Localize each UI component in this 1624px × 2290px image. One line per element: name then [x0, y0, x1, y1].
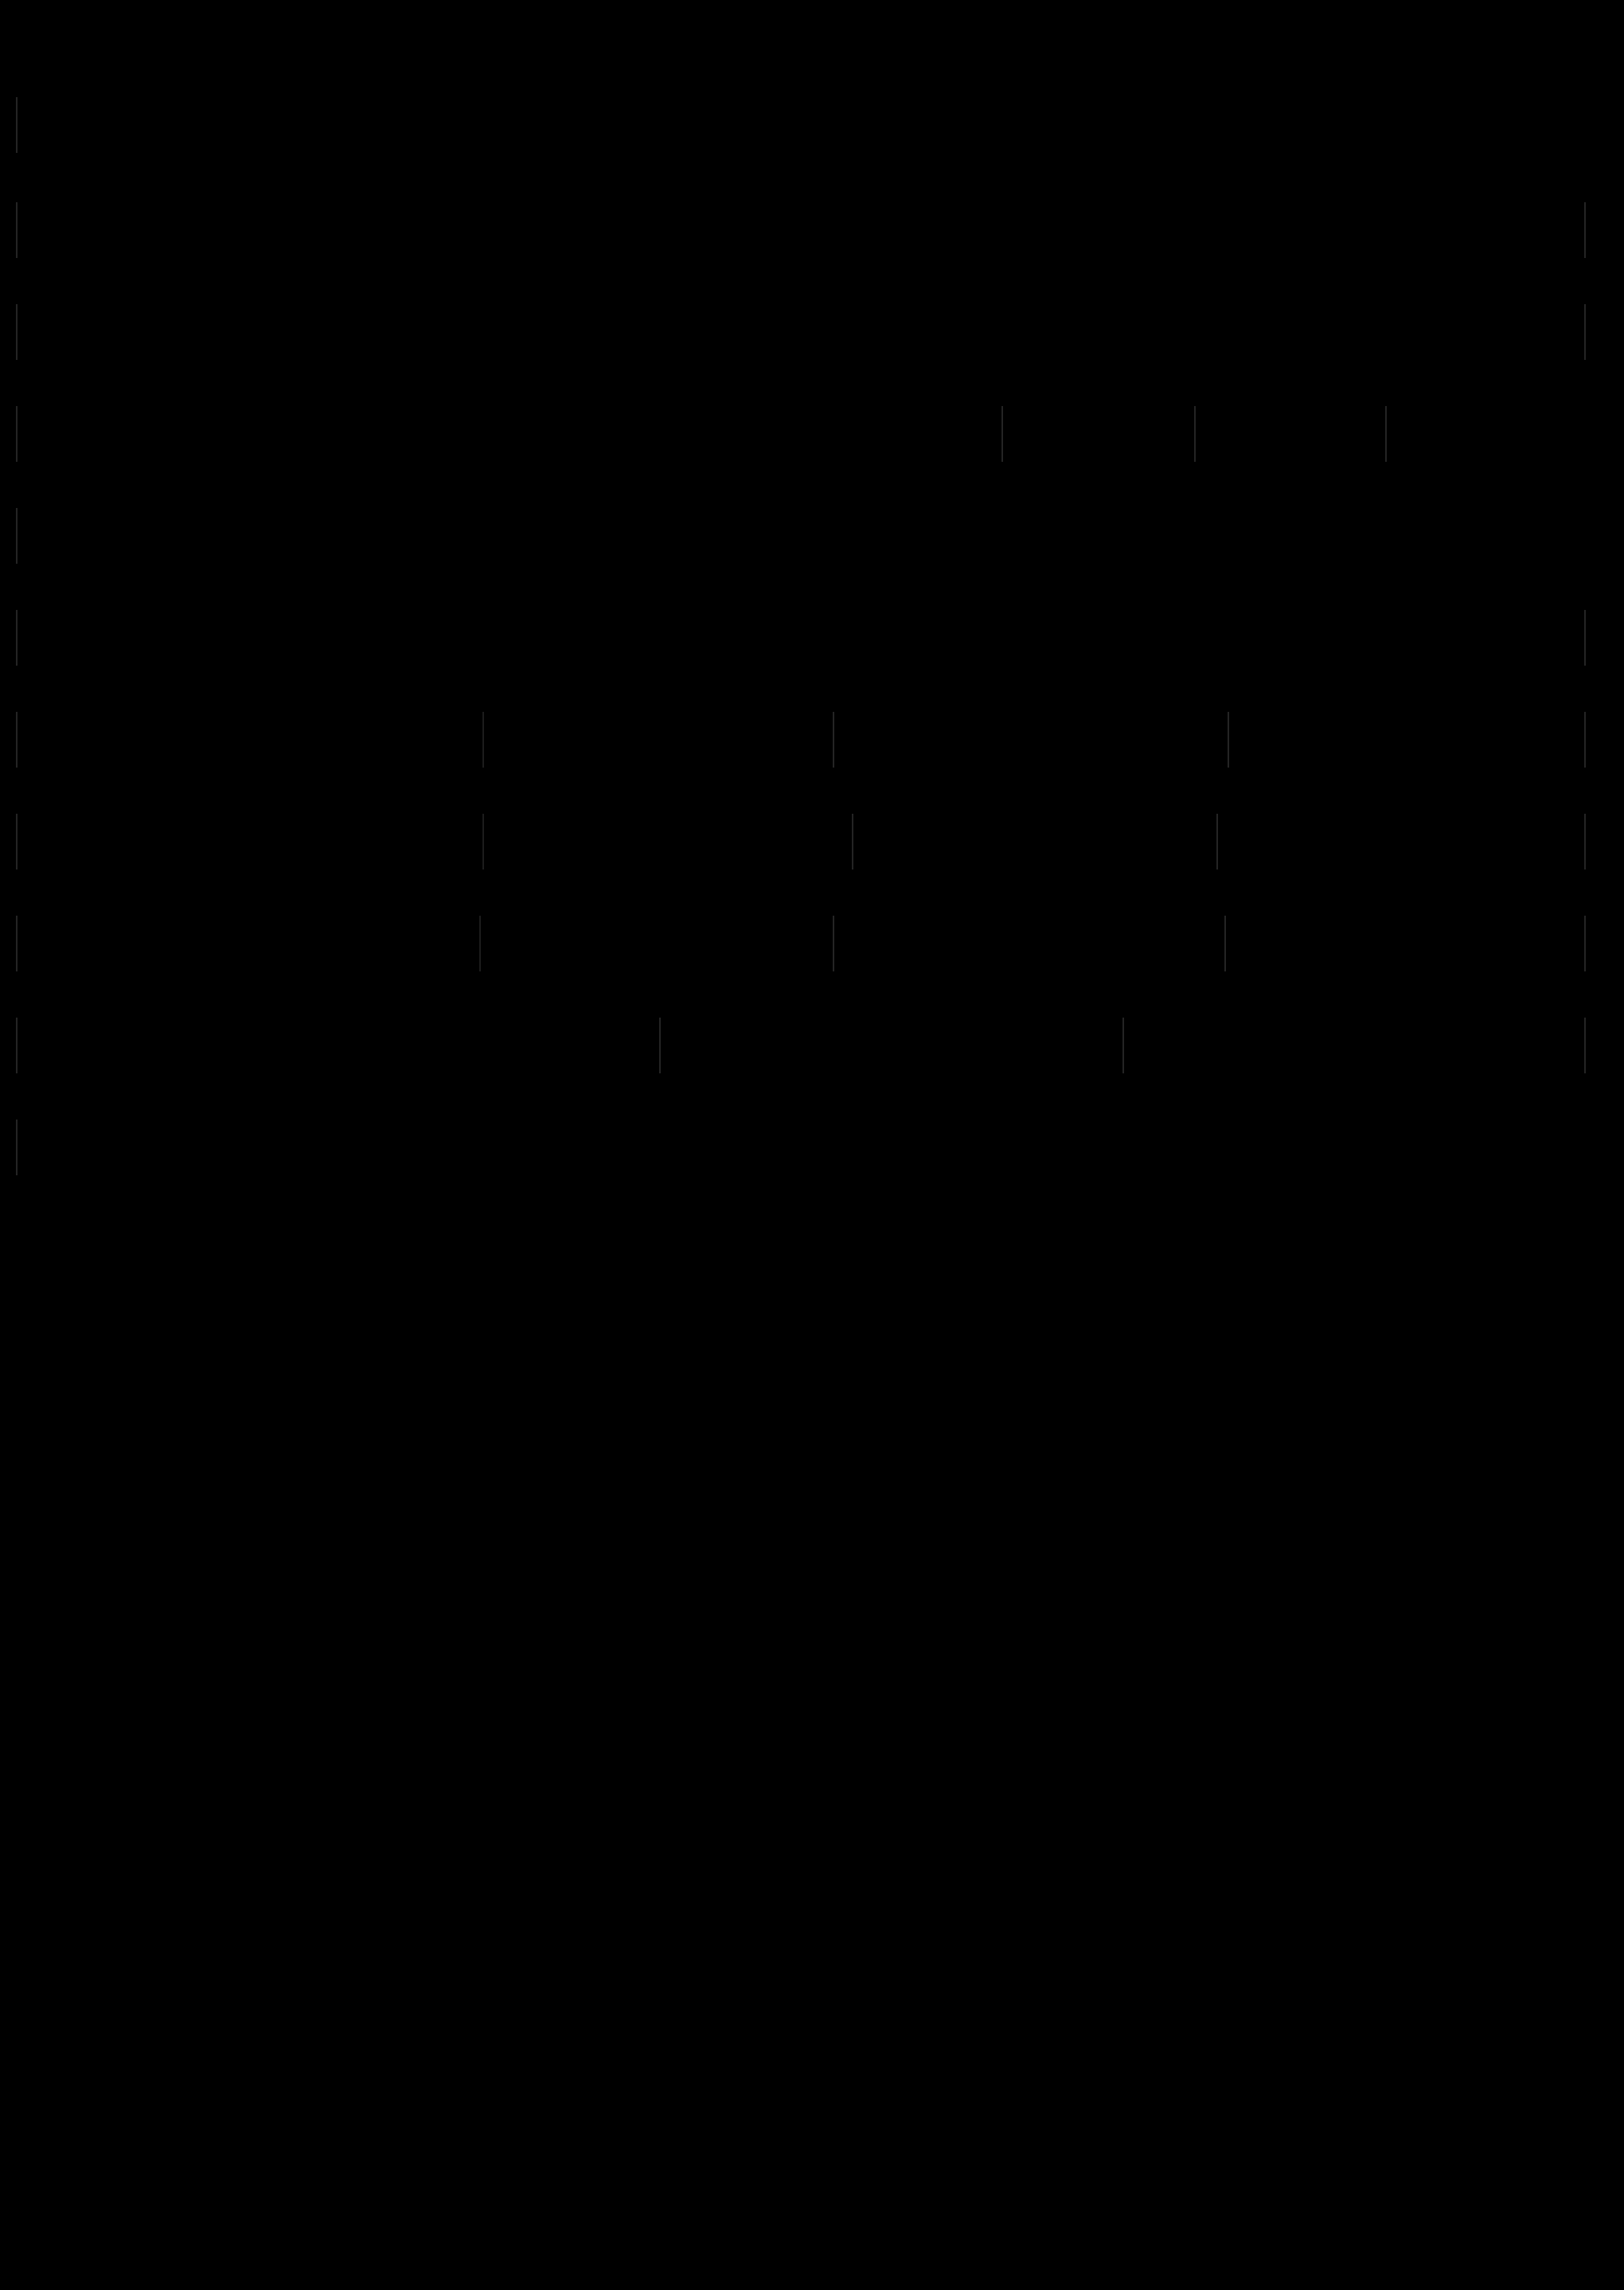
column-rule — [16, 1018, 18, 1073]
column-rule — [1001, 406, 1003, 462]
column-rule — [16, 1120, 18, 1175]
column-rule — [833, 916, 834, 971]
column-rule — [16, 202, 18, 258]
column-rule — [1122, 1018, 1124, 1073]
column-rule — [16, 406, 18, 462]
column-rule — [1584, 202, 1586, 258]
column-rule — [16, 508, 18, 564]
column-rule — [1194, 406, 1196, 462]
column-rule — [1584, 610, 1586, 666]
column-rule — [482, 712, 484, 768]
column-rule — [16, 610, 18, 666]
column-rule — [16, 814, 18, 869]
column-rule — [1584, 1018, 1586, 1073]
column-rule — [659, 1018, 661, 1073]
column-rule — [833, 712, 834, 768]
column-rule — [1584, 814, 1586, 869]
column-rule — [16, 712, 18, 768]
column-rule — [16, 97, 18, 153]
column-rule — [1584, 712, 1586, 768]
column-rule — [852, 814, 853, 869]
column-rule — [1216, 814, 1218, 869]
column-rule — [1584, 916, 1586, 971]
column-rule — [1385, 406, 1387, 462]
column-rule — [16, 916, 18, 971]
column-rule — [1228, 712, 1229, 768]
column-rule — [482, 814, 484, 869]
column-rule — [1224, 916, 1226, 971]
column-rule — [479, 916, 481, 971]
column-rule — [16, 304, 18, 360]
column-rule — [1584, 304, 1586, 360]
